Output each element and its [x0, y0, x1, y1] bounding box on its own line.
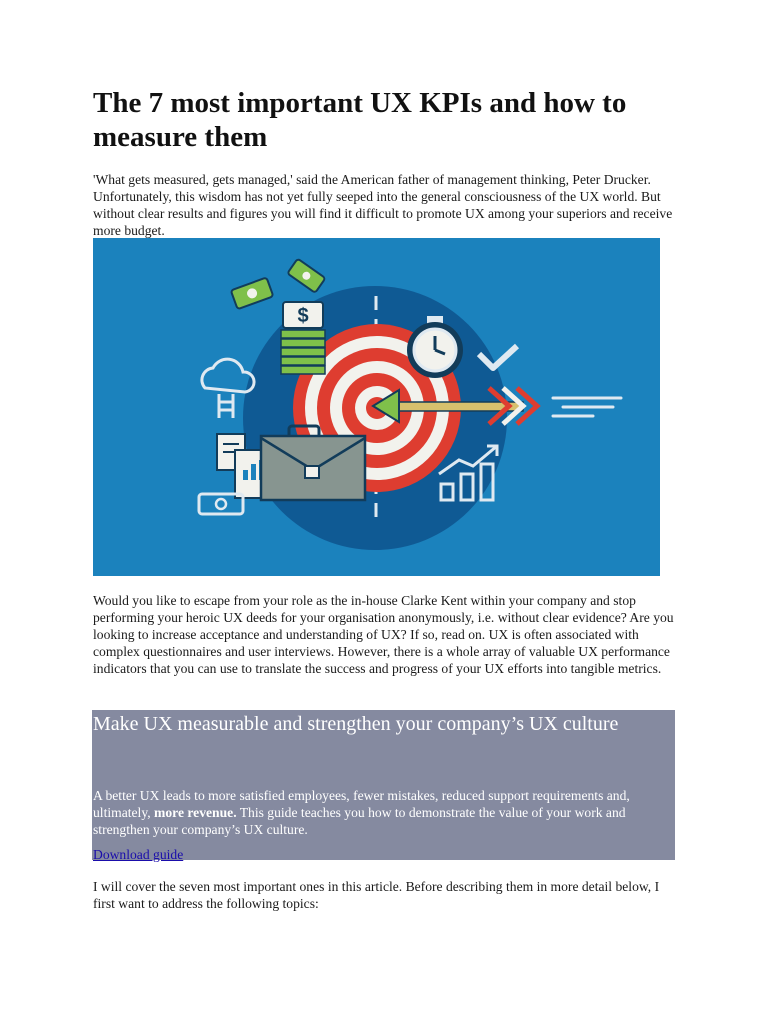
callout-title: Make UX measurable and strengthen your company’s UX culture — [93, 713, 619, 735]
callout-text — [93, 787, 675, 838]
briefcase-icon — [261, 426, 365, 500]
intro-paragraph: 'What gets measured, gets managed,' said the American father of management thinking, Peter Drucker. Unfortunately, this wisdom has not yet fully seeped into the general consciousness of the UX world. But without clear results and figures you will find it difficult to promote UX among your superiors and receive more budget. — [93, 172, 673, 238]
dollar-sign: $ — [297, 305, 309, 327]
callout-text-start: A better UX leads to more satisfied employees, fewer mistakes, reduced support requirements and, ultimately, — [93, 788, 630, 820]
article-title: The 7 most important UX KPIs and how to measure them — [93, 87, 627, 153]
callout-text-end: This guide teaches you how to demonstrate the value of your work and strengthen your company’s UX culture. — [93, 805, 626, 837]
outro-paragraph: I will cover the seven most important ones in this article. Before describing them in more detail below, I first want to address the following topics: — [93, 879, 660, 911]
speed-lines — [553, 398, 621, 416]
callout-text-bold: more revenue. — [154, 805, 237, 820]
body-paragraph: Would you like to escape from your role as the in-house Clarke Kent within your company and stop performing your heroic UX deeds for your organisation anonymously, i.e. without clear evidence? Are you looking to increase acceptance and understanding of UX? If so, read on. UX is often associated with complex questionnaires and user interviews. However, there is a whole array of valuable UX performance indicators that you can use to translate the success and progress of your UX efforts into tangible metrics. — [93, 593, 674, 676]
hero-illustration — [93, 238, 660, 576]
guide-callout — [92, 710, 675, 860]
download-guide-link[interactable]: Download guide — [93, 847, 184, 862]
